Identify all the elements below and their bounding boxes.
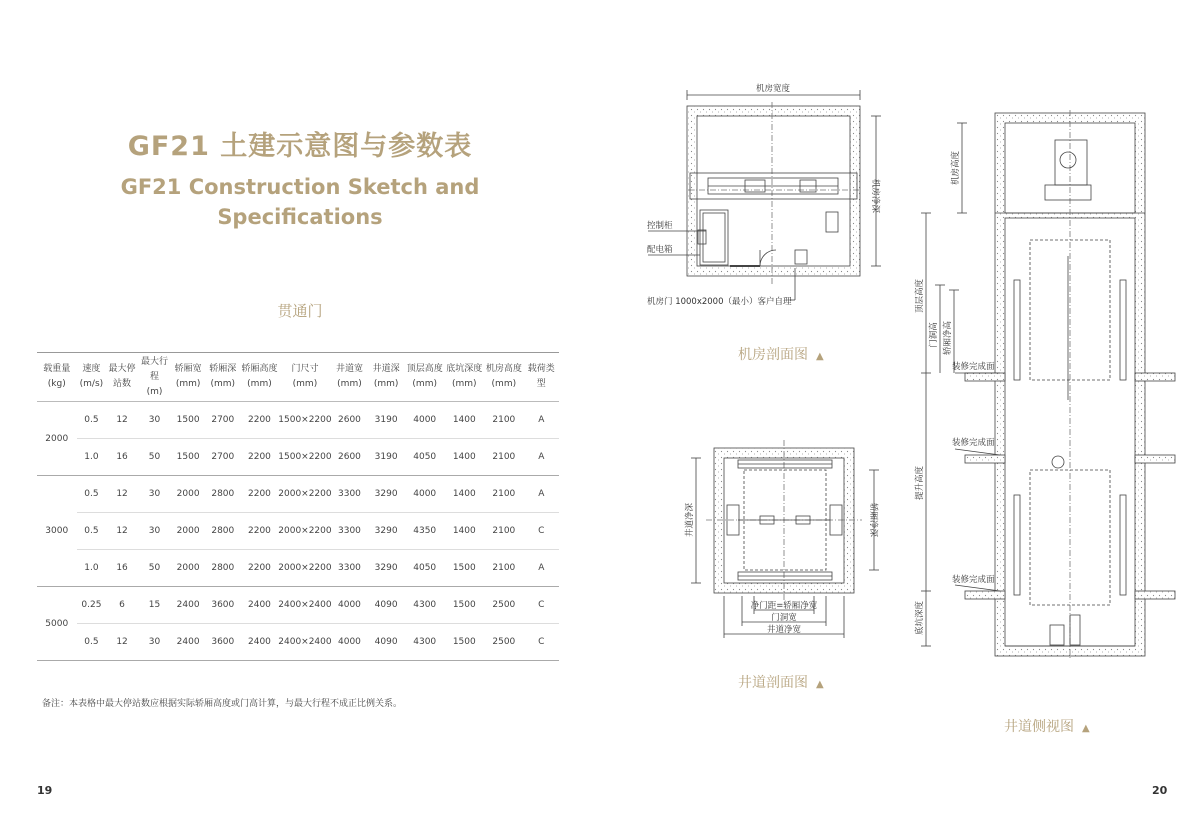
table-cell: 2200 bbox=[241, 439, 279, 476]
table-cell: 3300 bbox=[332, 550, 368, 587]
header-line: 轿厢宽 bbox=[174, 364, 202, 374]
shaft-width-label: 井道净宽 bbox=[766, 625, 802, 635]
header-unit: (mm) bbox=[337, 379, 362, 389]
table-cell: 1500 bbox=[444, 624, 484, 661]
table-cell: 30 bbox=[138, 476, 171, 513]
table-cell: 1500 bbox=[444, 550, 484, 587]
machine-room-depth-label: 机房净深 bbox=[870, 178, 880, 214]
table-cell: 3190 bbox=[367, 439, 405, 476]
table-cell: 2700 bbox=[205, 402, 241, 439]
table-cell: 16 bbox=[106, 439, 137, 476]
load-cell: 5000 bbox=[37, 587, 77, 661]
caption-shaft-side: 井道侧视图 ▲ bbox=[1004, 719, 1090, 735]
header-line: 轿厢深 bbox=[209, 364, 237, 374]
table-cell: 12 bbox=[106, 476, 137, 513]
header-unit: (mm) bbox=[373, 379, 399, 389]
table-cell: 4000 bbox=[332, 587, 368, 624]
caption-triangle-icon: ▲ bbox=[816, 351, 824, 362]
table-cell: 2500 bbox=[484, 624, 524, 661]
page-number-left: 19 bbox=[37, 784, 53, 797]
table-cell: 0.5 bbox=[77, 476, 107, 513]
table-cell: 4000 bbox=[405, 476, 445, 513]
table-cell: 2200 bbox=[241, 402, 279, 439]
side-travel-height-label: 提升高度 bbox=[915, 465, 925, 501]
side-door-opening-height-label: 门洞高 bbox=[929, 322, 939, 348]
table-cell: 4090 bbox=[367, 587, 405, 624]
table-cell: 12 bbox=[106, 402, 137, 439]
table-cell: 3190 bbox=[367, 402, 405, 439]
header-unit: (mm) bbox=[210, 379, 236, 389]
table-cell: 2600 bbox=[332, 439, 368, 476]
header-line: 最大行程 bbox=[140, 356, 168, 382]
header-unit: (mm) bbox=[451, 379, 477, 389]
table-cell: 2400×2400 bbox=[278, 587, 331, 624]
table-cell: 1.0 bbox=[77, 550, 107, 587]
table-cell: A bbox=[524, 402, 559, 439]
table-cell: 2000×2200 bbox=[278, 513, 331, 550]
table-cell: 2400 bbox=[241, 624, 279, 661]
header-line: 底坑深度 bbox=[446, 364, 483, 374]
table-cell: 15 bbox=[138, 587, 171, 624]
table-cell: 3600 bbox=[205, 587, 241, 624]
header-line: 载荷类型 bbox=[527, 364, 555, 389]
door-opening-label: 门洞宽 bbox=[771, 613, 797, 623]
table-cell: 3300 bbox=[332, 476, 368, 513]
table-cell: 12 bbox=[106, 513, 137, 550]
header-line: 最大停 bbox=[108, 364, 136, 374]
table-cell: 0.5 bbox=[77, 402, 107, 439]
header-unit: (kg) bbox=[47, 379, 66, 389]
machine-room-width-label: 机房宽度 bbox=[755, 84, 791, 94]
table-cell: 1500 bbox=[171, 439, 205, 476]
table-cell: 2200 bbox=[241, 476, 279, 513]
caption-triangle-icon: ▲ bbox=[816, 679, 824, 690]
table-cell: 2800 bbox=[205, 550, 241, 587]
table-cell: 0.5 bbox=[77, 624, 107, 661]
table-cell: 2400 bbox=[171, 587, 205, 624]
caption-shaft-section: 井道剖面图 ▲ bbox=[738, 675, 824, 691]
table-cell: 2800 bbox=[205, 476, 241, 513]
table-cell: 2400 bbox=[171, 624, 205, 661]
table-cell: 2400×2400 bbox=[278, 624, 331, 661]
table-cell: 2000 bbox=[171, 476, 205, 513]
table-cell: 4050 bbox=[405, 439, 445, 476]
header-unit: (mm) bbox=[491, 379, 517, 389]
header-line: 门尺寸 bbox=[291, 364, 319, 374]
table-cell: 1400 bbox=[444, 476, 484, 513]
table-cell: 4090 bbox=[367, 624, 405, 661]
table-cell: 30 bbox=[138, 513, 171, 550]
table-cell: C bbox=[524, 587, 559, 624]
table-cell: 2200 bbox=[241, 513, 279, 550]
header-line: 井道深 bbox=[372, 364, 400, 374]
table-cell: 2100 bbox=[484, 550, 524, 587]
table-cell: 0.25 bbox=[77, 587, 107, 624]
table-cell: 4300 bbox=[405, 587, 445, 624]
page-title-cn: GF21 土建示意图与参数表 bbox=[127, 131, 473, 162]
side-finish-level-label-1: 装修完成面 bbox=[952, 362, 995, 372]
table-cell: 2100 bbox=[484, 513, 524, 550]
table-cell: 4050 bbox=[405, 550, 445, 587]
table-cell: C bbox=[524, 624, 559, 661]
table-cell: 3600 bbox=[205, 624, 241, 661]
table-cell: 2000 bbox=[171, 513, 205, 550]
table-cell: 30 bbox=[138, 624, 171, 661]
table-cell: A bbox=[524, 550, 559, 587]
load-cell: 2000 bbox=[37, 402, 77, 476]
side-top-floor-height-label: 顶层高度 bbox=[915, 278, 925, 314]
side-finish-level-label-3: 装修完成面 bbox=[952, 575, 995, 585]
control-cabinet-label: 控制柜 bbox=[647, 221, 673, 231]
table-note: 备注：本表格中最大停站数应根据实际轿厢高度或门高计算，与最大行程不成正比例关系。 bbox=[42, 699, 403, 709]
table-cell: 30 bbox=[138, 402, 171, 439]
table-cell: 4300 bbox=[405, 624, 445, 661]
header-line: 速度 bbox=[82, 364, 101, 374]
table-cell: 12 bbox=[106, 624, 137, 661]
table-cell: 2000×2200 bbox=[278, 550, 331, 587]
header-unit: 站数 bbox=[113, 379, 132, 389]
page-number-right: 20 bbox=[1152, 784, 1168, 797]
table-cell: 1500×2200 bbox=[278, 402, 331, 439]
table-cell: A bbox=[524, 439, 559, 476]
table-cell: 1500 bbox=[444, 587, 484, 624]
header-line: 载重量 bbox=[43, 364, 71, 374]
table-cell: 50 bbox=[138, 439, 171, 476]
header-unit: (mm) bbox=[412, 379, 437, 389]
side-machine-room-height-label: 机房高度 bbox=[951, 150, 961, 186]
header-unit: (mm) bbox=[292, 379, 318, 389]
table-cell: 2600 bbox=[332, 402, 368, 439]
shaft-depth-label: 井道净深 bbox=[685, 502, 695, 538]
table-cell: 1500×2200 bbox=[278, 439, 331, 476]
table-cell: 2800 bbox=[205, 513, 241, 550]
title-en-line2: Specifications bbox=[217, 205, 383, 229]
table-cell: 3290 bbox=[367, 513, 405, 550]
table-cell: A bbox=[524, 476, 559, 513]
header-unit: (m/s) bbox=[79, 379, 104, 389]
side-pit-depth-label: 底坑深度 bbox=[915, 600, 925, 636]
section-title: 贯通门 bbox=[277, 302, 323, 320]
machine-room-plan bbox=[648, 90, 881, 300]
door-clear-label: 净门距=轿厢净宽 bbox=[750, 601, 818, 611]
table-cell: 6 bbox=[106, 587, 137, 624]
side-car-clear-height-label: 轿厢净高 bbox=[943, 320, 953, 356]
table-cell: 1.0 bbox=[77, 439, 107, 476]
table-cell: 4000 bbox=[332, 624, 368, 661]
machine-room-door-note: 机房门 1000x2000（最小）客户自理 bbox=[647, 297, 792, 307]
table-cell: 1400 bbox=[444, 513, 484, 550]
header-line: 井道宽 bbox=[335, 364, 363, 374]
car-depth-label: 轿厢净深 bbox=[868, 502, 878, 538]
header-line: 轿厢高度 bbox=[241, 364, 278, 374]
title-en-line1: GF21 Construction Sketch and bbox=[120, 175, 480, 199]
table-cell: 2200 bbox=[241, 550, 279, 587]
caption-triangle-icon: ▲ bbox=[1082, 723, 1090, 734]
table-cell: 2100 bbox=[484, 439, 524, 476]
table-cell: 1400 bbox=[444, 402, 484, 439]
table-cell: 16 bbox=[106, 550, 137, 587]
table-cell: 4350 bbox=[405, 513, 445, 550]
table-cell: 3290 bbox=[367, 476, 405, 513]
table-cell: 50 bbox=[138, 550, 171, 587]
header-unit: (m) bbox=[146, 386, 163, 397]
table-cell: 0.5 bbox=[77, 513, 107, 550]
table-cell: 2400 bbox=[241, 587, 279, 624]
header-line: 顶层高度 bbox=[406, 364, 443, 374]
distribution-box-label: 配电箱 bbox=[647, 245, 673, 255]
table-cell: 2100 bbox=[484, 402, 524, 439]
table-cell: 3300 bbox=[332, 513, 368, 550]
table-cell: 2500 bbox=[484, 587, 524, 624]
table-cell: 2100 bbox=[484, 476, 524, 513]
header-unit: (mm) bbox=[175, 379, 201, 389]
table-cell: 4000 bbox=[405, 402, 445, 439]
table-cell: 2000×2200 bbox=[278, 476, 331, 513]
load-cell: 3000 bbox=[37, 476, 77, 587]
table-cell: 1400 bbox=[444, 439, 484, 476]
caption-machine-room: 机房剖面图 ▲ bbox=[738, 347, 824, 363]
header-line: 机房高度 bbox=[485, 364, 522, 374]
table-cell: 2000 bbox=[171, 550, 205, 587]
header-unit: (mm) bbox=[247, 379, 272, 389]
table-cell: 1500 bbox=[171, 402, 205, 439]
table-cell: 3290 bbox=[367, 550, 405, 587]
table-cell: C bbox=[524, 513, 559, 550]
table-cell: 2700 bbox=[205, 439, 241, 476]
side-finish-level-label-2: 装修完成面 bbox=[952, 438, 995, 448]
